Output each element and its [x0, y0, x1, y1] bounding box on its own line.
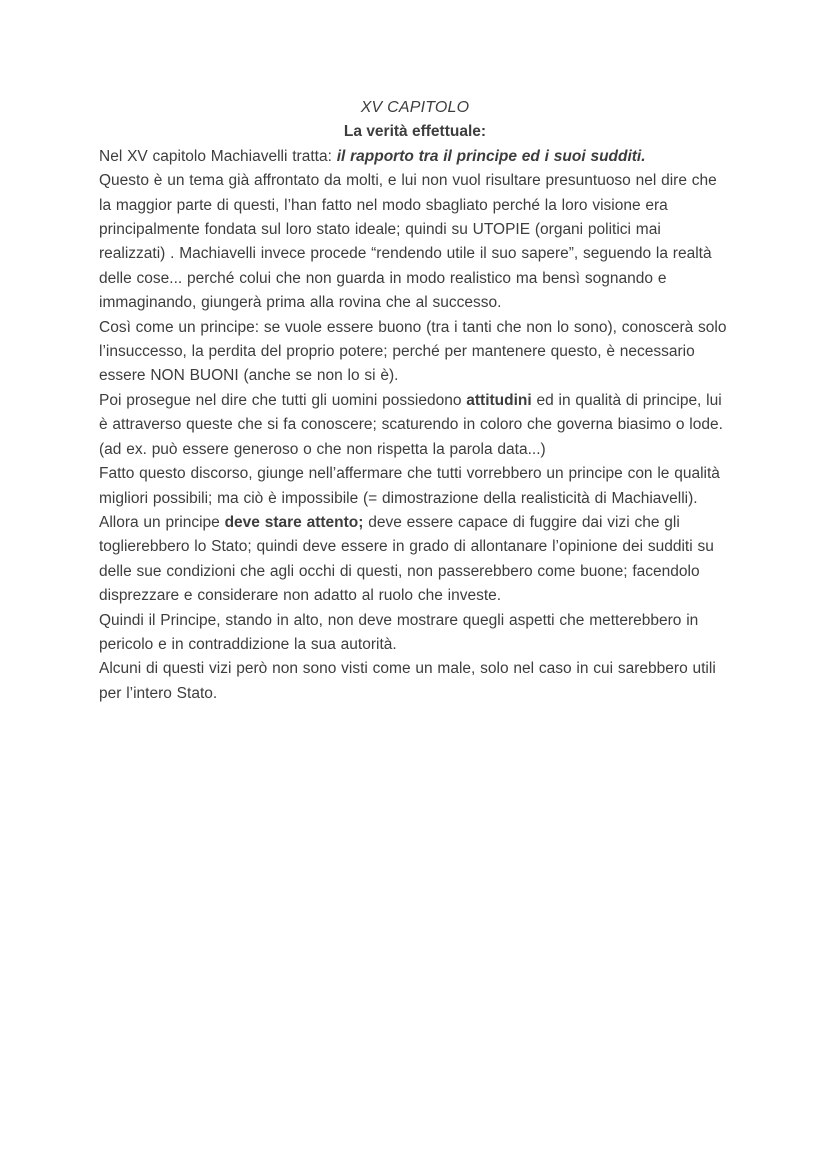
document-content	[99, 96, 731, 706]
paragraph	[99, 609, 731, 658]
chapter-subtitle: La verità effettuale:	[343, 123, 487, 141]
text-run: Quindi il Principe, stando in alto, non deve mostrare quegli aspetti che metterebbero in pericolo e in contraddizione la sua autorità.	[99, 611, 699, 653]
paragraph	[99, 462, 731, 511]
paragraph	[99, 145, 731, 169]
text-run: Così come un principe: se vuole essere buono (tra i tanti che non lo sono), conoscerà solo l’insuccesso, la perdita del proprio potere; perché per mantenere questo, è necessario essere NON BUONI (anche se non lo si è).	[99, 318, 727, 385]
paragraph	[99, 511, 731, 609]
text-run: deve stare attento;	[224, 513, 364, 531]
paragraph	[99, 657, 731, 706]
paragraph	[99, 316, 731, 389]
text-run: Nel XV capitolo Machiavelli tratta:	[99, 147, 337, 165]
text-run: il rapporto tra il principe ed i suoi sudditi.	[336, 147, 646, 165]
document-body	[99, 145, 731, 706]
text-run: deve essere capace di fuggire dai vizi che gli toglierebbero lo Stato; quindi deve essere in grado di allontanare l’opinione dei sudditi su delle sue condizioni che agli occhi di questi, non passerebbero come buone; facendolo disprezzare e considerare non adatto al ruolo che investe.	[99, 513, 714, 605]
text-run: Poi prosegue nel dire che tutti gli uomini possiedono	[99, 391, 467, 409]
text-run: Alcuni di questi vizi però non sono visti come un male, solo nel caso in cui sarebbero utili per l’intero Stato.	[99, 660, 716, 702]
text-run: ed in qualità di principe, lui è attraverso queste che si fa conoscere; scaturendo in coloro che governa biasimo o lode. (ad ex. può essere generoso o che non rispetta la parola data...)	[99, 391, 723, 458]
text-run: Questo è un tema già affrontato da molti, e lui non vuol risultare presuntuoso nel dire che la maggior parte di questi, l’han fatto nel modo sbagliato perché la loro visione era principalmente fondata sul loro stato ideale; quindi su UTOPIE (organi politici mai realizzati) . Machiavelli invece procede “rendendo utile il suo sapere”, seguendo la realtà delle cose... perché colui che non guarda in modo realistico ma bensì sognando e immaginando, giungerà prima alla rovina che al successo.	[99, 172, 717, 312]
text-run: Fatto questo discorso, giunge nell’affermare che tutti vorrebbero un principe con le qualità migliori possibili; ma ciò è impossibile (= dimostrazione della realisticità di Machiavelli).	[99, 465, 720, 507]
chapter-title: XV CAPITOLO	[360, 99, 470, 116]
paragraph	[99, 169, 731, 315]
text-run: Allora un principe	[99, 513, 225, 531]
paragraph	[99, 389, 731, 462]
text-run: attitudini	[466, 391, 532, 409]
